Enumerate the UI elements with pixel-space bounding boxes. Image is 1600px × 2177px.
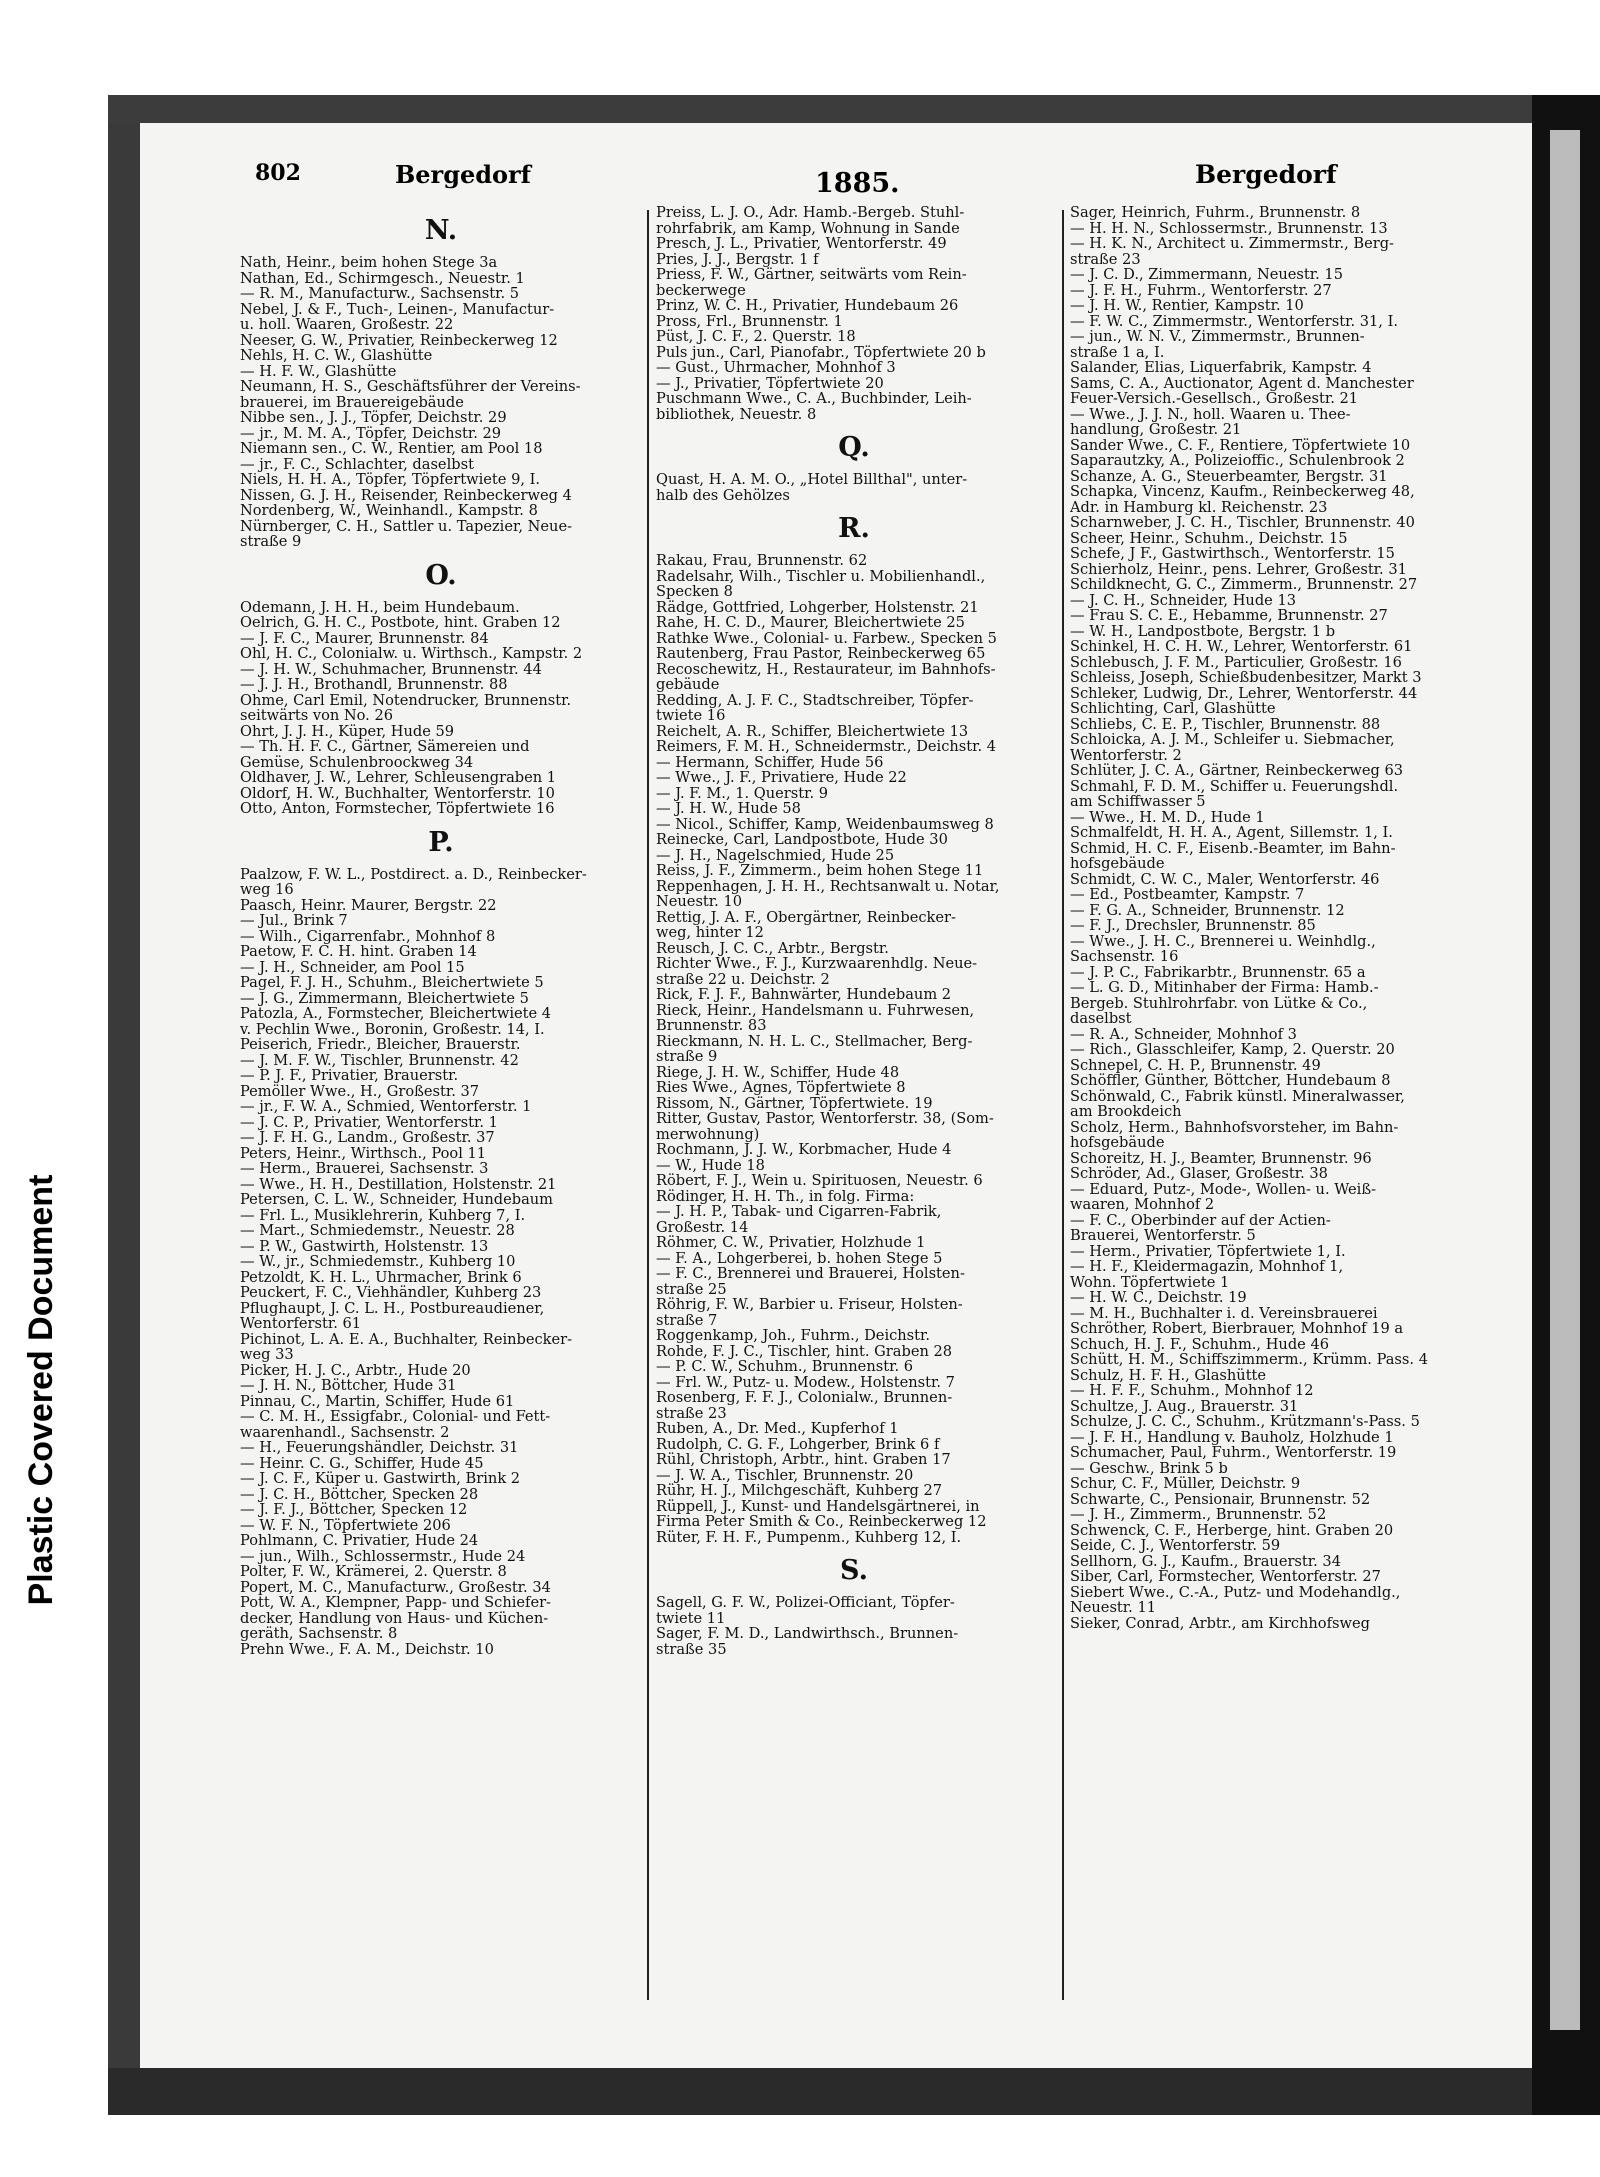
directory-entry: Schierholz, Heinr., pens. Lehrer, Großestr. 31: [1070, 561, 1407, 577]
directory-entry: Gemüse, Schulenbroockweg 34: [240, 754, 474, 770]
directory-entry: — H. W. C., Deichstr. 19: [1070, 1290, 1247, 1306]
directory-entry: weg, hinter 12: [656, 925, 764, 941]
directory-entry: Sellhorn, G. J., Kaufm., Brauerstr. 34: [1070, 1553, 1342, 1569]
directory-entry: — J. C. H., Schneider, Hude 13: [1070, 592, 1297, 608]
directory-entry: Rissom, N., Gärtner, Töpfertwiete. 19: [656, 1095, 933, 1111]
directory-entry: Puschmann Wwe., C. A., Buchbinder, Leih-: [656, 391, 972, 407]
section-letter-heading: O.: [425, 559, 457, 591]
directory-entry: straße 23: [1070, 251, 1141, 267]
directory-entry: — H. F., Kleidermagazin, Mohnhof 1,: [1070, 1259, 1344, 1275]
directory-entry: Schulz, H. F. H., Glashütte: [1070, 1367, 1267, 1383]
directory-entry: — J. F. C., Maurer, Brunnenstr. 84: [240, 630, 489, 646]
directory-entry: — W. H., Landpostbote, Bergstr. 1 b: [1070, 623, 1336, 639]
directory-entry: Peters, Heinr., Wirthsch., Pool 11: [240, 1145, 487, 1161]
directory-entry: Pinnau, C., Martin, Schiffer, Hude 61: [240, 1393, 515, 1409]
directory-entry: Rosenberg, F. F. J., Colonialw., Brunnen-: [656, 1390, 953, 1406]
directory-entry: Schoreitz, H. J., Beamter, Brunnenstr. 96: [1070, 1150, 1372, 1166]
directory-entry: Petzoldt, K. H. L., Uhrmacher, Brink 6: [240, 1269, 522, 1285]
directory-entry: — F. A., Lohgerberei, b. hohen Stege 5: [656, 1250, 943, 1266]
directory-entry: Wohn. Töpfertwiete 1: [1070, 1274, 1230, 1290]
directory-entry: Petersen, C. L. W., Schneider, Hundebaum: [240, 1192, 554, 1208]
directory-entry: Wentorferstr. 2: [1070, 747, 1182, 763]
directory-entry: — H. K. N., Architect u. Zimmermstr., Berg-: [1070, 236, 1394, 252]
directory-entry: straße 9: [656, 1049, 718, 1065]
directory-entry: Schwarte, C., Pensionair, Brunnenstr. 52: [1070, 1491, 1371, 1507]
directory-entry: Paalzow, F. W. L., Postdirect. a. D., Reinbecker-: [240, 866, 587, 882]
directory-entry: Neumann, H. S., Geschäftsführer der Vereins-: [240, 379, 581, 395]
directory-entry: — P. J. F., Privatier, Brauerstr.: [240, 1068, 459, 1084]
directory-entry: Roggenkamp, Joh., Fuhrm., Deichstr.: [656, 1328, 931, 1344]
directory-entry: Scharnweber, J. C. H., Tischler, Brunnenstr. 40: [1070, 515, 1415, 531]
directory-entry: Quast, H. A. M. O., „Hotel Billthal", unter-: [656, 472, 968, 488]
scan-border-top: [108, 95, 1600, 123]
directory-entry: — J. C. F., Küper u. Gastwirth, Brink 2: [240, 1471, 521, 1487]
directory-entry: halb des Gehölzes: [656, 487, 790, 503]
directory-entry: — P. C. W., Schuhm., Brunnenstr. 6: [656, 1359, 914, 1375]
directory-entry: Rüppell, J., Kunst- und Handelsgärtnerei, in: [656, 1498, 980, 1514]
directory-entry: — J. F. H., Handlung v. Bauholz, Holzhude 1: [1070, 1429, 1394, 1445]
directory-entry: Schur, C. F., Müller, Deichstr. 9: [1070, 1476, 1301, 1492]
directory-entry: — R. M., Manufacturw., Sachsenstr. 5: [240, 286, 520, 302]
directory-entry: Reimers, F. M. H., Schneidermstr., Deichstr. 4: [656, 739, 997, 755]
directory-entry: — Jul., Brink 7: [240, 913, 348, 929]
directory-entry: Redding, A. J. F. C., Stadtschreiber, Töpfer-: [656, 692, 974, 708]
directory-entry: Schlichting, Carl, Glashütte: [1070, 701, 1276, 717]
directory-entry: — W. F. N., Töpfertwiete 206: [240, 1517, 451, 1533]
directory-entry: — J. W. A., Tischler, Brunnenstr. 20: [656, 1467, 914, 1483]
directory-entry: — J. F. H., Fuhrm., Wentorferstr. 27: [1070, 282, 1332, 298]
directory-entry: Niels, H. H. A., Töpfer, Töpfertwiete 9, I.: [240, 472, 541, 488]
directory-entry: Odemann, J. H. H., beim Hundebaum.: [240, 599, 520, 615]
directory-entry: — F. C., Oberbinder auf der Actien-: [1070, 1212, 1331, 1228]
directory-entry: Wentorferstr. 61: [240, 1316, 362, 1332]
directory-entry: Rühr, H. J., Milchgeschäft, Kuhberg 27: [656, 1483, 943, 1499]
directory-entry: — J. C. P., Privatier, Wentorferstr. 1: [240, 1114, 498, 1130]
directory-entry: — Mart., Schmiedemstr., Neuestr. 28: [240, 1223, 515, 1239]
directory-entry: v. Pechlin Wwe., Boronin, Großestr. 14, I.: [240, 1021, 545, 1037]
directory-entry: Salander, Elias, Liquerfabrik, Kampstr. 4: [1070, 360, 1372, 376]
directory-entry: Pohlmann, C. Privatier, Hude 24: [240, 1533, 479, 1549]
directory-entry: straße 23: [656, 1405, 727, 1421]
directory-entry: Nathan, Ed., Schirmgesch., Neuestr. 1: [240, 270, 525, 286]
directory-entry: daselbst: [1070, 1011, 1132, 1027]
directory-entry: — Frau S. C. E., Hebamme, Brunnenstr. 27: [1070, 608, 1388, 624]
directory-entry: Richter Wwe., F. J., Kurzwaarenhdlg. Neue-: [656, 956, 978, 972]
directory-entry: Ritter, Gustav, Pastor, Wentorferstr. 38, (Som-: [656, 1111, 994, 1127]
directory-entry: Schleker, Ludwig, Dr., Lehrer, Wentorferstr. 44: [1070, 685, 1418, 701]
directory-entry: Schmalfeldt, H. H. A., Agent, Sillemstr. 1, I.: [1070, 825, 1393, 841]
directory-entry: Schinkel, H. C. H. W., Lehrer, Wentorferstr. 61: [1070, 639, 1413, 655]
directory-entry: — J. H. W., Schuhmacher, Brunnenstr. 44: [240, 661, 542, 677]
directory-entry: straße 35: [656, 1641, 727, 1657]
directory-entry: Brauerei, Wentorferstr. 5: [1070, 1228, 1256, 1244]
directory-entry: Prehn Wwe., F. A. M., Deichstr. 10: [240, 1641, 494, 1657]
directory-entry: Pflughaupt, J. C. L. H., Postbureaudiener,: [240, 1300, 545, 1316]
directory-entry: Schmahl, F. D. M., Schiffer u. Feuerungshdl.: [1070, 778, 1399, 794]
directory-entry: Scholz, Herm., Bahnhofsvorsteher, im Bahn-: [1070, 1119, 1399, 1135]
directory-entry: Oldhaver, J. W., Lehrer, Schleusengraben 1: [240, 770, 557, 786]
directory-entry: Brunnenstr. 83: [656, 1018, 767, 1034]
directory-entry: handlung, Großestr. 21: [1070, 422, 1242, 438]
directory-entry: Ries Wwe., Agnes, Töpfertwiete 8: [656, 1080, 906, 1096]
directory-entry: Schmidt, C. W. C., Maler, Wentorferstr. 46: [1070, 871, 1380, 887]
directory-entry: Sager, Heinrich, Fuhrm., Brunnenstr. 8: [1070, 205, 1361, 221]
directory-entry: — J. C. D., Zimmermann, Neuestr. 15: [1070, 267, 1343, 283]
directory-entry: — W., Hude 18: [656, 1157, 765, 1173]
directory-entry: Siebert Wwe., C.-A., Putz- und Modehandlg.,: [1070, 1584, 1401, 1600]
directory-entry: — F. G. A., Schneider, Brunnenstr. 12: [1070, 902, 1345, 918]
directory-entry: — J. P. C., Fabrikarbtr., Brunnenstr. 65 a: [1070, 964, 1366, 980]
directory-entry: — H. F. W., Glashütte: [240, 363, 397, 379]
directory-entry: — J. H., Nagelschmied, Hude 25: [656, 847, 895, 863]
directory-entry: merwohnung): [656, 1126, 760, 1142]
directory-entry: Schumacher, Paul, Fuhrm., Wentorferstr. 19: [1070, 1445, 1397, 1461]
directory-entry: Rieck, Heinr., Handelsmann u. Fuhrwesen,: [656, 1002, 975, 1018]
directory-entry: Schapka, Vincenz, Kaufm., Reinbeckerweg 48,: [1070, 484, 1415, 500]
directory-entry: Rüter, F. H. F., Pumpenm., Kuhberg 12, I.: [656, 1529, 962, 1545]
directory-entry: Nissen, G. J. H., Reisender, Reinbeckerweg 4: [240, 487, 572, 503]
directory-entry: Popert, M. C., Manufacturw., Großestr. 34: [240, 1579, 551, 1595]
directory-entry: Schönwald, C., Fabrik künstl. Mineralwasser,: [1070, 1088, 1405, 1104]
directory-entry: Schmid, H. C. F., Eisenb.-Beamter, im Bahn-: [1070, 840, 1396, 856]
directory-entry: — jun., W. N. V., Zimmermstr., Brunnen-: [1070, 329, 1365, 345]
directory-entry: Sams, C. A., Auctionator, Agent d. Manchester: [1070, 375, 1414, 391]
section-letter-heading: N.: [424, 215, 458, 246]
directory-entry: — Frl. L., Musiklehrerin, Kuhberg 7, I.: [240, 1207, 526, 1223]
directory-entry: Rochmann, J. J. W., Korbmacher, Hude 4: [656, 1142, 952, 1158]
directory-entry: Nehls, H. C. W., Glashütte: [240, 348, 433, 364]
directory-entry: — Wilh., Cigarrenfabr., Mohnhof 8: [240, 928, 496, 944]
directory-entry: Priess, F. W., Gärtner, seitwärts vom Rein-: [656, 267, 967, 283]
directory-entry: Scheer, Heinr., Schuhm., Deichstr. 15: [1070, 530, 1348, 546]
directory-entry: Schlebusch, J. F. M., Particulier, Großestr. 16: [1070, 654, 1402, 670]
next-page-edge: [1550, 130, 1580, 2030]
directory-entry: Schuch, H. J. F., Schuhm., Hude 46: [1070, 1336, 1330, 1352]
directory-entry: hofsgebäude: [1070, 1135, 1165, 1151]
directory-entry: Siber, Carl, Formstecher, Wentorferstr. 27: [1070, 1569, 1381, 1585]
directory-entry: Großestr. 14: [656, 1219, 749, 1235]
directory-entry: gebäude: [656, 677, 720, 693]
directory-entry: Paetow, F. C. H. hint. Graben 14: [240, 944, 477, 960]
directory-entry: — Wwe., H. M. D., Hude 1: [1070, 809, 1265, 825]
directory-entry: Rädge, Gottfried, Lohgerber, Holstenstr. 21: [656, 599, 979, 615]
directory-entry: — Wwe., J. H. C., Brennerei u. Weinhdlg.,: [1070, 933, 1376, 949]
directory-entry: — Wwe., J. J. N., holl. Waaren u. Thee-: [1070, 406, 1351, 422]
directory-entry: Nürnberger, C. H., Sattler u. Tapezier, Neue-: [240, 518, 573, 534]
directory-entry: Prinz, W. C. H., Privatier, Hundebaum 26: [656, 298, 959, 314]
directory-entry: — J. J. H., Brothandl, Brunnenstr. 88: [240, 677, 508, 693]
directory-entry: — J. C. H., Böttcher, Specken 28: [240, 1486, 479, 1502]
directory-entry: Neuestr. 11: [1070, 1600, 1157, 1616]
directory-entry: waaren, Mohnhof 2: [1070, 1197, 1215, 1213]
directory-entry: — F. C., Brennerei und Brauerei, Holsten-: [656, 1266, 965, 1282]
directory-entry: Sagell, G. F. W., Polizei-Officiant, Töpfer-: [656, 1595, 955, 1611]
directory-entry: geräth, Sachsenstr. 8: [240, 1626, 398, 1642]
directory-entry: Oelrich, G. H. C., Postbote, hint. Graben 12: [240, 615, 561, 631]
directory-entry: hofsgebäude: [1070, 856, 1165, 872]
directory-entry: — J. F. H. G., Landm., Großestr. 37: [240, 1130, 495, 1146]
directory-entry: — Gust., Uhrmacher, Mohnhof 3: [656, 360, 896, 376]
directory-entry: Pagel, F. J. H., Schuhm., Bleichertwiete 5: [240, 975, 544, 991]
directory-entry: weg 16: [240, 882, 294, 898]
directory-entry: — Herm., Privatier, Töpfertwiete 1, I.: [1070, 1243, 1346, 1259]
directory-entry: Ohl, H. C., Colonialw. u. Wirthsch., Kampstr. 2: [240, 646, 583, 662]
directory-entry: Nibbe sen., J. J., Töpfer, Deichstr. 29: [240, 410, 507, 426]
directory-entry: — F. W. C., Zimmermstr., Wentorferstr. 31, I.: [1070, 313, 1398, 329]
directory-entry: Röhmer, C. W., Privatier, Holzhude 1: [656, 1235, 926, 1251]
directory-entry: Peuckert, F. C., Viehhändler, Kuhberg 23: [240, 1285, 542, 1301]
directory-entry: decker, Handlung von Haus- und Küchen-: [240, 1610, 549, 1626]
directory-entry: Pries, J. J., Bergstr. 1 f: [656, 251, 819, 267]
directory-entry: Patozla, A., Formstecher, Bleichertwiete 4: [240, 1006, 552, 1022]
directory-entry: twiete 11: [656, 1610, 726, 1626]
directory-entry: — J. H. P., Tabak- und Cigarren-Fabrik,: [656, 1204, 942, 1220]
directory-entry: waarenhandl., Sachsenstr. 2: [240, 1424, 450, 1440]
directory-entry: — Geschw., Brink 5 b: [1070, 1460, 1228, 1476]
page-number: 802: [255, 160, 301, 186]
directory-entry: Peiserich, Friedr., Bleicher, Brauerstr.: [240, 1037, 521, 1053]
directory-column-2: [656, 205, 1052, 1657]
directory-entry: Rödinger, H. H. Th., in folg. Firma:: [656, 1188, 915, 1204]
directory-entry: Specken 8: [656, 584, 733, 600]
directory-entry: Schröder, Ad., Glaser, Großestr. 38: [1070, 1166, 1328, 1182]
directory-entry: — J. H. W., Hude 58: [656, 801, 801, 817]
directory-entry: rohrfabrik, am Kamp, Wohnung in Sande: [656, 220, 960, 236]
directory-entry: Reiss, J. F., Zimmerm., beim hohen Stege 11: [656, 863, 984, 879]
directory-entry: Schleiss, Joseph, Schießbudenbesitzer, Markt 3: [1070, 670, 1422, 686]
directory-entry: Schlüter, J. C. A., Gärtner, Reinbeckerweg 63: [1070, 763, 1404, 779]
directory-entry: — J. H., Zimmerm., Brunnenstr. 52: [1070, 1507, 1327, 1523]
directory-entry: Rettig, J. A. F., Obergärtner, Reinbecker-: [656, 909, 956, 925]
directory-entry: — Rich., Glasschleifer, Kamp, 2. Querstr. 20: [1070, 1042, 1395, 1058]
directory-entry: straße 9: [240, 534, 302, 550]
directory-entry: Niemann sen., C. W., Rentier, am Pool 18: [240, 441, 543, 457]
scan-border-left: [108, 95, 140, 2115]
directory-entry: Reinecke, Carl, Landpostbote, Hude 30: [656, 832, 948, 848]
directory-entry: Schildknecht, G. C., Zimmerm., Brunnenstr. 27: [1070, 577, 1418, 593]
directory-entry: Oldorf, H. W., Buchhalter, Wentorferstr. 10: [240, 785, 555, 801]
directory-entry: straße 22 u. Deichstr. 2: [656, 971, 830, 987]
directory-entry: — Wwe., J. F., Privatiere, Hude 22: [656, 770, 907, 786]
directory-entry: am Brookdeich: [1070, 1104, 1182, 1120]
directory-entry: Schefe, J F., Gastwirthsch., Wentorferstr. 15: [1070, 546, 1395, 562]
directory-entry: — Th. H. F. C., Gärtner, Sämereien und: [240, 739, 530, 755]
directory-entry: — Wwe., H. H., Destillation, Holstenstr. 21: [240, 1176, 557, 1192]
directory-entry: Reichelt, A. R., Schiffer, Bleichertwiete 13: [656, 723, 969, 739]
section-letter-heading: R.: [838, 513, 870, 544]
directory-entry: — M. H., Buchhalter i. d. Vereinsbrauerei: [1070, 1305, 1378, 1321]
directory-entry: Rudolph, C. G. F., Lohgerber, Brink 6 f: [656, 1436, 940, 1452]
scan-border-bottom: [108, 2068, 1600, 2115]
directory-entry: straße 25: [656, 1281, 727, 1297]
directory-entry: weg 33: [240, 1347, 294, 1363]
page-header: [255, 160, 1440, 210]
directory-entry: Schwenck, C. F., Herberge, hint. Graben 20: [1070, 1522, 1394, 1538]
directory-entry: — Herm., Brauerei, Sachsenstr. 3: [240, 1161, 489, 1177]
section-letter-heading: S.: [840, 1555, 868, 1586]
directory-entry: Sieker, Conrad, Arbtr., am Kirchhofsweg: [1070, 1615, 1370, 1631]
header-year: 1885.: [815, 168, 900, 199]
directory-entry: Sager, F. M. D., Landwirthsch., Brunnen-: [656, 1626, 959, 1642]
directory-entry: Ohrt, J. J. H., Küper, Hude 59: [240, 723, 455, 739]
directory-entry: Pross, Frl., Brunnenstr. 1: [656, 313, 843, 329]
directory-entry: — jr., M. M. A., Töpfer, Deichstr. 29: [240, 425, 502, 441]
directory-entry: — R. A., Schneider, Mohnhof 3: [1070, 1026, 1297, 1042]
directory-entry: — J. H., Schneider, am Pool 15: [240, 959, 465, 975]
directory-entry: Rahe, H. C. D., Maurer, Bleichertwiete 25: [656, 615, 965, 631]
directory-entry: twiete 16: [656, 708, 726, 724]
directory-entry: Bergeb. Stuhlrohrfabr. von Lütke & Co.,: [1070, 995, 1368, 1011]
directory-column-3: [1070, 205, 1474, 1631]
directory-entry: Schliebs, C. E. P., Tischler, Brunnenstr. 88: [1070, 716, 1381, 732]
directory-entry: seitwärts von No. 26: [240, 708, 394, 724]
directory-entry: am Schiffwasser 5: [1070, 794, 1206, 810]
directory-entry: — J. H. W., Rentier, Kampstr. 10: [1070, 298, 1304, 314]
directory-entry: Röbert, F. J., Wein u. Spirituosen, Neuestr. 6: [656, 1173, 983, 1189]
directory-entry: Püst, J. C. F., 2. Querstr. 18: [656, 329, 856, 345]
directory-entry: — J. H. N., Böttcher, Hude 31: [240, 1378, 457, 1394]
directory-entry: — J. M. F. W., Tischler, Brunnenstr. 42: [240, 1052, 519, 1068]
directory-entry: Rick, F. J. F., Bahnwärter, Hundebaum 2: [656, 987, 952, 1003]
directory-entry: Feuer-Versich.-Gesellsch., Großestr. 21: [1070, 391, 1359, 407]
directory-entry: — C. M. H., Essigfabr., Colonial- und Fett-: [240, 1409, 551, 1425]
directory-entry: Adr. in Hamburg kl. Reichenstr. 23: [1070, 499, 1328, 515]
header-right-title: Bergedorf: [1195, 160, 1337, 189]
directory-entry: Saparautzky, A., Polizeioffic., Schulenbrook 2: [1070, 453, 1405, 469]
directory-entry: Schöffler, Günther, Böttcher, Hundebaum 8: [1070, 1073, 1391, 1089]
directory-entry: straße 1 a, I.: [1070, 344, 1165, 360]
directory-entry: — L. G. D., Mitinhaber der Firma: Hamb.-: [1070, 980, 1379, 996]
directory-entry: — Ed., Postbeamter, Kampstr. 7: [1070, 887, 1305, 903]
directory-entry: — H. H. N., Schlossermstr., Brunnenstr. 13: [1070, 220, 1388, 236]
directory-entry: — H., Feuerungshändler, Deichstr. 31: [240, 1440, 519, 1456]
directory-entry: Ohme, Carl Emil, Notendrucker, Brunnenstr.: [240, 692, 572, 708]
directory-entry: — J. F. M., 1. Querstr. 9: [656, 785, 829, 801]
directory-entry: Reppenhagen, J. H. H., Rechtsanwalt u. Notar,: [656, 878, 1000, 894]
directory-entry: — Eduard, Putz-, Mode-, Wollen- u. Weiß-: [1070, 1181, 1377, 1197]
directory-entry: Schulze, J. C. C., Schuhm., Krützmann's-Pass. 5: [1070, 1414, 1420, 1430]
directory-entry: Sander Wwe., C. F., Rentiere, Töpfertwiete 10: [1070, 437, 1411, 453]
directory-entry: — Hermann, Schiffer, Hude 56: [656, 754, 884, 770]
column-divider-1: [647, 210, 649, 2000]
directory-entry: Röhrig, F. W., Barbier u. Friseur, Holsten-: [656, 1297, 963, 1313]
directory-entry: Rohde, F. J. C., Tischler, hint. Graben 28: [656, 1343, 953, 1359]
directory-entry: straße 7: [656, 1312, 718, 1328]
directory-entry: brauerei, im Brauereigebäude: [240, 394, 464, 410]
directory-entry: Schnepel, C. H. P., Brunnenstr. 49: [1070, 1057, 1321, 1073]
directory-entry: Neeser, G. W., Privatier, Reinbeckerweg 12: [240, 332, 558, 348]
directory-entry: Rathke Wwe., Colonial- u. Farbew., Specken 5: [656, 630, 997, 646]
directory-column-1: [240, 205, 642, 1657]
directory-entry: Rieckmann, N. H. L. C., Stellmacher, Berg-: [656, 1033, 973, 1049]
directory-entry: Otto, Anton, Formstecher, Töpfertwiete 16: [240, 801, 555, 817]
directory-entry: Radelsahr, Wilh., Tischler u. Mobilienhandl.,: [656, 568, 986, 584]
directory-entry: Neuestr. 10: [656, 894, 743, 910]
directory-entry: Schanze, A. G., Steuerbeamter, Bergstr. 31: [1070, 468, 1388, 484]
directory-entry: — Heinr. C. G., Schiffer, Hude 45: [240, 1455, 484, 1471]
directory-entry: Recoschewitz, H., Restaurateur, im Bahnhofs-: [656, 661, 996, 677]
directory-entry: — J. F. J., Böttcher, Specken 12: [240, 1502, 468, 1518]
directory-entry: Reusch, J. C. C., Arbtr., Bergstr.: [656, 940, 889, 956]
directory-entry: Pichinot, L. A. E. A., Buchhalter, Reinbecker-: [240, 1331, 573, 1347]
directory-entry: Pemöller Wwe., H., Großestr. 37: [240, 1083, 480, 1099]
section-letter-heading: Q.: [838, 432, 870, 463]
directory-entry: Nath, Heinr., beim hohen Stege 3a: [240, 255, 498, 271]
directory-entry: Firma Peter Smith & Co., Reinbeckerweg 12: [656, 1514, 987, 1530]
directory-entry: Paasch, Heinr. Maurer, Bergstr. 22: [240, 897, 497, 913]
directory-entry: Ruben, A., Dr. Med., Kupferhof 1: [656, 1421, 899, 1437]
directory-entry: beckerwege: [656, 282, 746, 298]
section-letter-heading: P.: [428, 826, 454, 858]
directory-entry: — J., Privatier, Töpfertwiete 20: [656, 375, 884, 391]
directory-entry: Preiss, L. J. O., Adr. Hamb.-Bergeb. Stuhl-: [656, 205, 965, 221]
directory-entry: — J. G., Zimmermann, Bleichertwiete 5: [240, 990, 529, 1006]
directory-entry: — F. J., Drechsler, Brunnenstr. 85: [1070, 918, 1316, 934]
directory-entry: Riege, J. H. W., Schiffer, Hude 48: [656, 1064, 900, 1080]
directory-entry: u. holl. Waaren, Großestr. 22: [240, 317, 454, 333]
directory-entry: Schütt, H. M., Schiffszimmerm., Krümm. Pass. 4: [1070, 1352, 1428, 1368]
directory-entry: Nebel, J. & F., Tuch-, Leinen-, Manufactur-: [240, 301, 555, 317]
directory-entry: Pott, W. A., Klempner, Papp- und Schiefer-: [240, 1595, 551, 1611]
directory-entry: — H. F. F., Schuhm., Mohnhof 12: [1070, 1383, 1314, 1399]
directory-entry: — W., jr., Schmiedemstr., Kuhberg 10: [240, 1254, 516, 1270]
directory-entry: — Nicol., Schiffer, Kamp, Weidenbaumsweg 8: [656, 816, 994, 832]
directory-entry: bibliothek, Neuestr. 8: [656, 406, 817, 422]
directory-entry: Polter, F. W., Krämerei, 2. Querstr. 8: [240, 1564, 507, 1580]
directory-entry: Nordenberg, W., Weinhandl., Kampstr. 8: [240, 503, 538, 519]
directory-entry: Rautenberg, Frau Pastor, Reinbeckerweg 65: [656, 646, 986, 662]
directory-entry: — jr., F. C., Schlachter, daselbst: [240, 456, 474, 472]
directory-entry: Seide, C. J., Wentorferstr. 59: [1070, 1538, 1281, 1554]
header-left-title: Bergedorf: [395, 160, 532, 189]
side-label-text: Plastic Covered Document: [22, 1174, 60, 1606]
directory-entry: Sachsenstr. 16: [1070, 949, 1179, 965]
side-label: [18, 1090, 58, 1690]
directory-entry: Schröther, Robert, Bierbrauer, Mohnhof 19 a: [1070, 1321, 1404, 1337]
directory-entry: — P. W., Gastwirth, Holstenstr. 13: [240, 1238, 489, 1254]
directory-entry: Puls jun., Carl, Pianofabr., Töpfertwiete 20 b: [656, 344, 986, 360]
directory-entry: — Frl. W., Putz- u. Modew., Holstenstr. 7: [656, 1374, 955, 1390]
directory-entry: — jr., F. W. A., Schmied, Wentorferstr. 1: [240, 1099, 532, 1115]
directory-entry: Rakau, Frau, Brunnenstr. 62: [656, 553, 868, 569]
directory-entry: Presch, J. L., Privatier, Wentorferstr. 49: [656, 236, 947, 252]
column-divider-2: [1062, 210, 1064, 2000]
directory-entry: Schultze, J. Aug., Brauerstr. 31: [1070, 1398, 1299, 1414]
directory-entry: — jun., Wilh., Schlossermstr., Hude 24: [240, 1548, 526, 1564]
directory-entry: Schloicka, A. J. M., Schleifer u. Siebmacher,: [1070, 732, 1395, 748]
directory-entry: Picker, H. J. C., Arbtr., Hude 20: [240, 1362, 471, 1378]
directory-entry: Rühl, Christoph, Arbtr., hint. Graben 17: [656, 1452, 951, 1468]
